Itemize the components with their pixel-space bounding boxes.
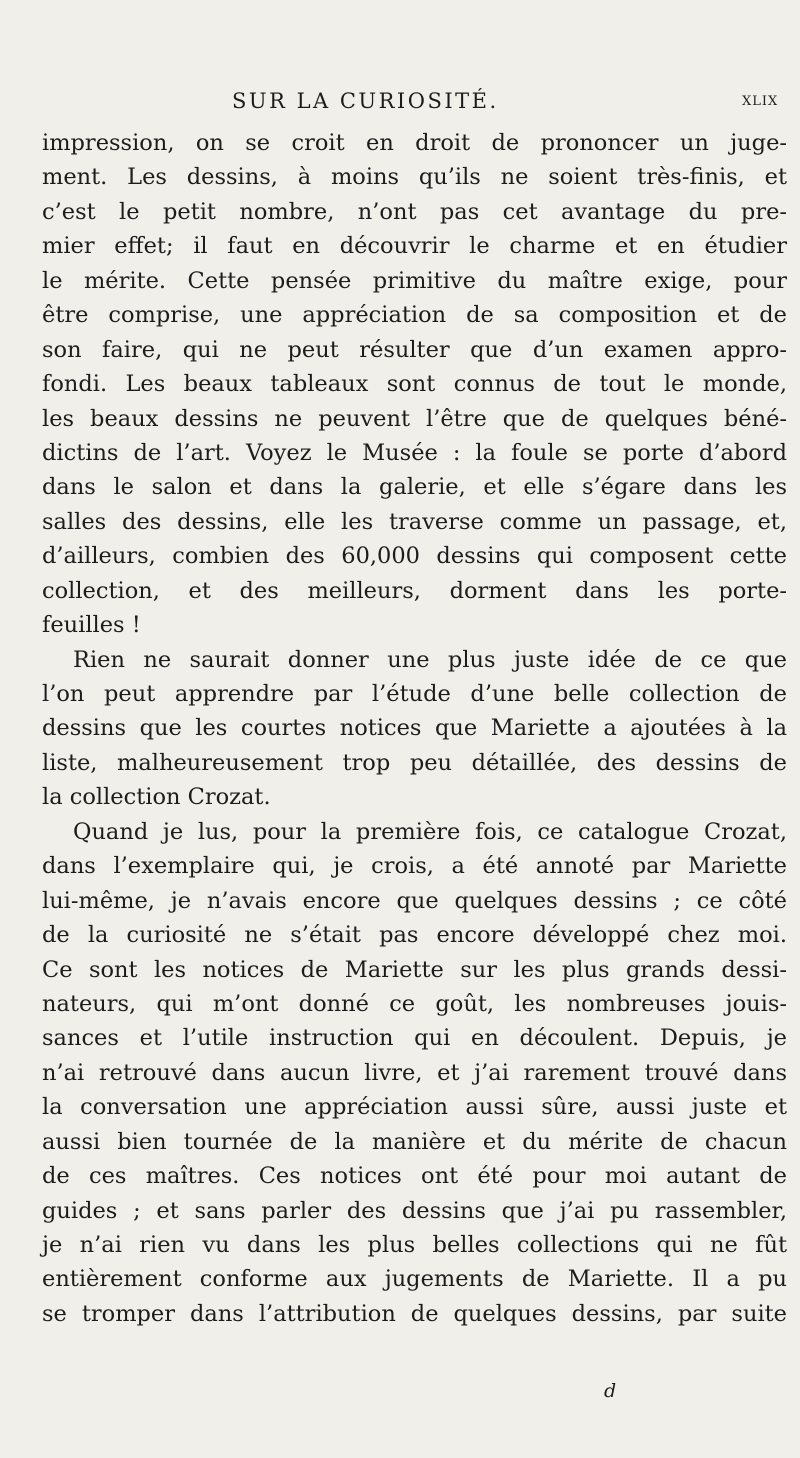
text-line: liste, malheureusement trop peu détaillée, des dessins de (42, 749, 787, 776)
text-line: de ces maîtres. Ces notices ont été pour moi autant de (42, 1163, 787, 1190)
text-line: mier effet; il faut en découvrir le charme et en étudier (42, 233, 787, 260)
signature-mark: d (604, 1380, 617, 1402)
text-line: la conversation une appréciation aussi sûre, aussi juste et (42, 1094, 787, 1121)
running-title: SUR LA CURIOSITÉ. (232, 89, 499, 113)
text-line: nateurs, qui m’ont donné ce goût, les nombreuses jouis- (42, 990, 787, 1017)
paragraph (42, 126, 787, 643)
text-line: fondi. Les beaux tableaux sont connus de tout le monde, (42, 371, 787, 398)
page-number: XLIX (742, 94, 779, 109)
text-line: n’ai retrouvé dans aucun livre, et j’ai rarement trouvé dans (42, 1059, 787, 1086)
text-line: son faire, qui ne peut résulter que d’un examen appro- (42, 336, 787, 363)
text-line: Quand je lus, pour la première fois, ce catalogue Crozat, (73, 818, 787, 845)
text-line: collection, et des meilleurs, dorment dans les porte- (42, 577, 787, 604)
text-line: guides ; et sans parler des dessins que j’ai pu rassembler, (42, 1197, 787, 1224)
text-line: dessins que les courtes notices que Mariette a ajoutées à la (42, 715, 787, 742)
text-line: c’est le petit nombre, n’ont pas cet avantage du pre- (42, 198, 787, 225)
text-line: salles des dessins, elle les traverse comme un passage, et, (42, 508, 787, 535)
text-line: entièrement conforme aux jugements de Mariette. Il a pu (42, 1266, 787, 1293)
text-line: lui-même, je n’avais encore que quelques dessins ; ce côté (42, 887, 787, 914)
text-line: je n’ai rien vu dans les plus belles collections qui ne fût (42, 1232, 787, 1258)
text-line: impression, on se croit en droit de prononcer un juge- (42, 130, 787, 156)
text-line: dans l’exemplaire qui, je crois, a été annoté par Mariette (42, 853, 787, 880)
text-line: de la curiosité ne s’était pas encore développé chez moi. (42, 922, 787, 949)
text-line: feuilles ! (42, 612, 141, 639)
text-line: dictins de l’art. Voyez le Musée : la foule se porte d’abord (42, 439, 787, 466)
text-line: sances et l’utile instruction qui en découlent. Depuis, je (42, 1025, 787, 1052)
text-line: être comprise, une appréciation de sa composition et de (42, 302, 787, 329)
text-line: aussi bien tournée de la manière et du mérite de chacun (42, 1128, 787, 1155)
paragraph (42, 815, 787, 1332)
text-line: d’ailleurs, combien des 60,000 dessins qui composent cette (42, 543, 787, 570)
body-text (42, 126, 787, 1331)
text-line: la collection Crozat. (42, 784, 271, 811)
running-head (0, 89, 800, 119)
text-line: les beaux dessins ne peuvent l’être que de quelques béné- (42, 405, 787, 432)
text-line: se tromper dans l’attribution de quelques dessins, par suite (42, 1300, 787, 1327)
text-line: le mérite. Cette pensée primitive du maître exige, pour (42, 267, 787, 294)
text-line: dans le salon et dans la galerie, et elle s’égare dans les (42, 474, 787, 501)
text-line: Ce sont les notices de Mariette sur les plus grands dessi- (42, 956, 787, 983)
text-line: Rien ne saurait donner une plus juste idée de ce que (73, 646, 787, 673)
text-line: l’on peut apprendre par l’étude d’une belle collection de (42, 681, 787, 707)
paragraph (42, 643, 787, 815)
text-line: ment. Les dessins, à moins qu’ils ne soient très-finis, et (42, 164, 787, 191)
